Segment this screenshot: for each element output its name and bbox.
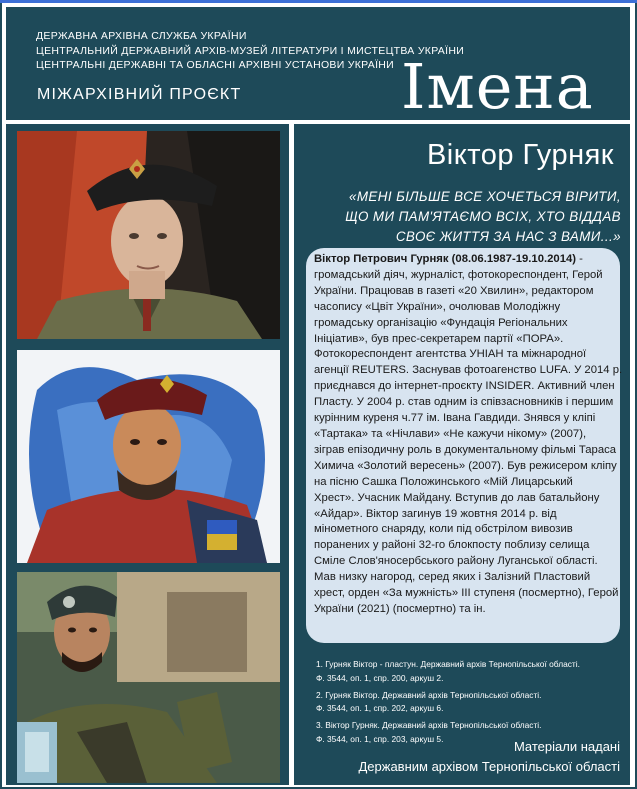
biography-name-dates: Віктор Петрович Гурняк (08.06.1987-19.10.2014): [314, 253, 577, 265]
biography-line: мінометного снаряду, коли під обстрілом вивозив: [314, 523, 573, 536]
biography-line: приєднався до інтернет-проєкту INSIDER. Активний член: [314, 380, 615, 393]
info-column: [294, 124, 630, 785]
biography-line: України (2021) (посмертно) та ін.: [314, 602, 486, 615]
quote: [294, 187, 621, 247]
biography-line: громадський діяч, журналіст, фотокореспондент, Герой: [314, 268, 603, 281]
biography-line: Сміле Слов'яносербського району Луганської області.: [314, 555, 598, 568]
biography-first-line: [314, 252, 616, 268]
quote-line-1: «МЕНІ БІЛЬШЕ ВСЕ ХОЧЕТЬСЯ ВІРИТИ,: [349, 189, 621, 204]
project-title: Імена: [401, 50, 594, 123]
biography-line: поранених у районі 32-го блокпосту поблизу селища: [314, 539, 590, 552]
source-reference: Ф. 3544, оп. 1, спр. 200, аркуш 2.: [316, 672, 444, 683]
portrait-photo-3: [17, 572, 280, 783]
source-title: 2. Гурняк Віктор. Державний архів Тернопільської області.: [316, 689, 542, 700]
biography-box: [306, 248, 623, 643]
biography-line: агенції REUTERS. Заснував фотоагенство LUFA. У 2014 р.: [314, 364, 623, 377]
project-label: МІЖАРХІВНИЙ ПРОЄКТ: [37, 86, 242, 103]
source-item: [316, 658, 580, 686]
materials-credit: [358, 737, 620, 777]
biography-line: Фотокореспондент агентства УНІАН та міжнародної: [314, 348, 587, 361]
biography-line: Мав низку нагород, серед яких і Залізний Пластовий: [314, 571, 591, 584]
sources-list: [316, 658, 580, 750]
biography-line: Ініціатив», був прес-секретарем партії «ПОРА».: [314, 332, 564, 345]
biography-text: [314, 252, 623, 618]
biography-line: хрест, орден «За мужність» ІІІ ступеня (посмертно), Герой: [314, 587, 619, 600]
source-title: 3. Віктор Гурняк. Державний архів Тернопільської області.: [316, 720, 542, 731]
portrait-photo-1: [17, 131, 280, 339]
biography-line: курінним куреня ч.77 ім. Івана Гавдиди. Знявся у кліпі: [314, 412, 596, 425]
agency-line-2: ЦЕНТРАЛЬНИЙ ДЕРЖАВНИЙ АРХІВ-МУЗЕЙ ЛІТЕРАТУРИ І МИСТЕЦТВА УКРАЇНИ: [36, 44, 465, 57]
biography-line: Пласту. У 2004 р. став одним із співзасновників і першим: [314, 396, 614, 409]
biography-line: часопису «Цвіт України», очолював Молодіжну: [314, 300, 561, 313]
biography-dash: -: [576, 253, 583, 265]
source-reference: Ф. 3544, оп. 1, спр. 202, аркуш 6.: [316, 703, 444, 714]
source-item: [316, 689, 580, 717]
agency-line-1: ДЕРЖАВНА АРХІВНА СЛУЖБА УКРАЇНИ: [36, 30, 247, 42]
agency-line-3: ЦЕНТРАЛЬНІ ДЕРЖАВНІ ТА ОБЛАСНІ АРХІВНІ УСТАНОВИ УКРАЇНИ: [36, 59, 395, 71]
agency-lines: [36, 29, 464, 73]
biography-line: «Тартака» та «Нічлави» «Не кажучи нікому» (2007),: [314, 427, 587, 440]
biography-line: зіграв епізодичну роль в документальному фільмі Тараса: [314, 443, 617, 456]
header-panel: [6, 7, 630, 123]
biography-line: Химича «Золотий вересень» (2007). Був режисером кліпу: [314, 459, 617, 472]
biography-line: «Айдар». Віктор загинув 19 жовтня 2014 р. від: [314, 507, 557, 520]
source-title: 1. Гурняк Віктор - пластун. Державний архів Тернопільської області.: [316, 659, 580, 669]
quote-line-2: ЩО МИ ПАМ'ЯТАЄМО ВСІХ, ХТО ВІДДАВ: [345, 209, 621, 224]
source-reference: Ф. 3544, оп. 1, спр. 203, аркуш 5.: [316, 733, 444, 744]
quote-line-3: СВОЄ ЖИТТЯ ЗА НАС З ВАМИ...»: [395, 229, 621, 244]
materials-line-1: Матеріали надані: [513, 739, 620, 754]
biography-line: України. Працював в газеті «20 Хвилин», редактором: [314, 284, 594, 297]
materials-line-2: Державним архівом Тернопільської області: [358, 759, 620, 774]
portrait-drawing-2: [17, 350, 280, 563]
person-name: Віктор Гурняк: [426, 139, 614, 171]
photos-column: [6, 124, 289, 785]
biography-line: Хрест». Учасник Майдану. Вступив до лав батальйону: [314, 491, 600, 504]
biography-line: на пісню Сашка Положинського «Мій Лицарський: [314, 475, 573, 488]
biography-line: громадську організацію «Фундація Регіональних: [314, 316, 568, 329]
